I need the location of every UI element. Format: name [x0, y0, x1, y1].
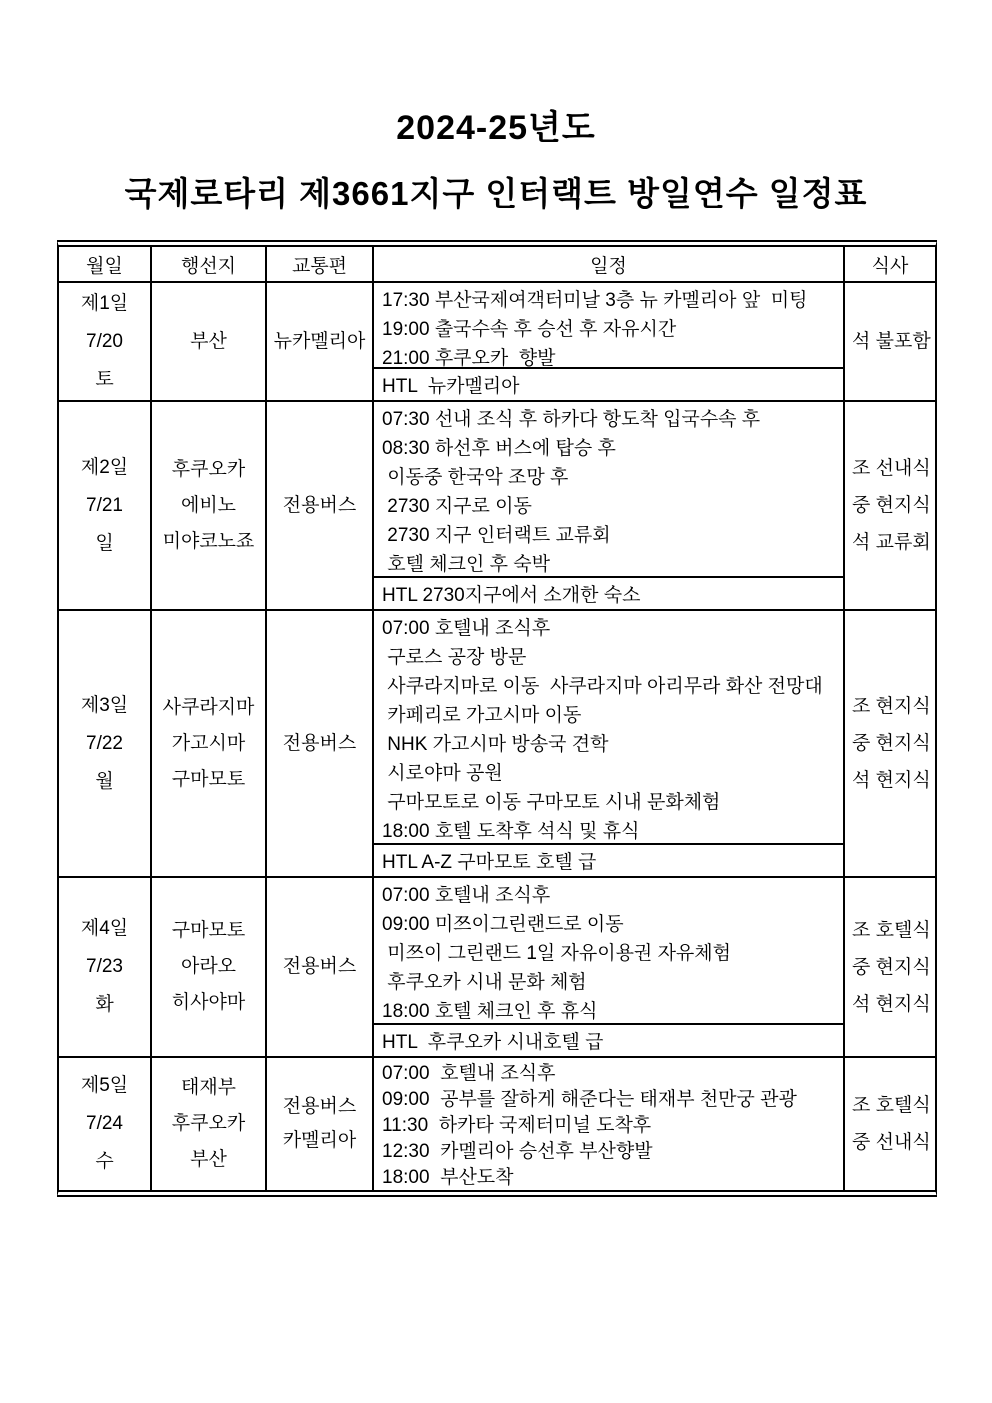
meal-line: 석 현지식 — [852, 993, 931, 1015]
header-meals: 식사 — [871, 255, 909, 277]
destination-line: 부산 — [190, 1149, 227, 1170]
table-body — [59, 283, 935, 1190]
meal-line: 조 현지식 — [852, 696, 931, 717]
date-cell — [59, 283, 152, 400]
schedule-line: 07:00 호텔내 조식후 — [382, 1063, 556, 1084]
schedule-cell — [374, 283, 845, 400]
meals-cell — [845, 402, 935, 609]
meal-line: 중 현지식 — [852, 495, 931, 516]
transport-line: 뉴카멜리아 — [273, 330, 366, 352]
date-line: 7/22 — [86, 732, 123, 754]
schedule-line: 08:30 하선후 버스에 탑승 후 — [382, 438, 616, 459]
schedule-lines — [374, 1058, 843, 1190]
table-row — [59, 283, 935, 402]
schedule-cell — [374, 878, 845, 1056]
meals-cell — [845, 283, 935, 400]
transport-cell — [267, 402, 374, 609]
schedule-line: 구마모토로 이동 구마모토 시내 문화체험 — [382, 792, 721, 813]
schedule-line: 2730 지구 인터랙트 교류회 — [382, 525, 611, 546]
destination-line: 히사야마 — [171, 992, 246, 1013]
table-header-row — [59, 247, 935, 283]
destination-line: 가고시마 — [171, 732, 246, 754]
date-line: 제4일 — [80, 918, 129, 939]
document-title-main: 국제로타리 제3661지구 인터랙트 방일연수 일정표 — [124, 175, 868, 212]
date-cell — [59, 878, 152, 1056]
schedule-line: 2730 지구로 이동 — [382, 496, 532, 517]
schedule-cell — [374, 402, 845, 609]
schedule-line: 19:00 출국수속 후 승선 후 자유시간 — [382, 319, 677, 340]
transport-line: 전용버스 — [282, 494, 357, 516]
schedule-line: 미쯔이 그린랜드 1일 자유이용권 자유체험 — [382, 943, 731, 964]
date-line: 제3일 — [80, 694, 129, 716]
hotel-line-cell: HTL 뉴카멜리아 — [374, 367, 843, 400]
schedule-lines — [374, 611, 843, 843]
destination-line: 부산 — [190, 330, 227, 352]
destination-cell — [152, 1058, 267, 1190]
schedule-line: 사쿠라지마로 이동 사쿠라지마 아리무라 화산 전망대 — [382, 676, 823, 697]
date-cell — [59, 1058, 152, 1190]
table-row — [59, 611, 935, 878]
table-row — [59, 402, 935, 611]
destination-line: 후쿠오카 — [171, 1113, 246, 1134]
transport-line: 전용버스 — [282, 732, 357, 754]
date-cell — [59, 402, 152, 609]
meal-line: 중 현지식 — [852, 733, 931, 754]
schedule-line: 이동중 한국악 조망 후 — [382, 467, 569, 488]
destination-cell — [152, 402, 267, 609]
transport-line: 전용버스 — [282, 956, 357, 977]
meal-line: 조 선내식 — [852, 458, 931, 479]
hotel-line-cell: HTL A-Z 구마모토 호텔 급 — [374, 843, 843, 876]
schedule-line: 12:30 카멜리아 승선후 부산향발 — [382, 1141, 653, 1162]
schedule-cell — [374, 611, 845, 876]
destination-cell — [152, 878, 267, 1056]
destination-cell — [152, 283, 267, 400]
meal-line: 조 호텔식 — [852, 919, 931, 941]
date-line: 월 — [95, 770, 114, 792]
hotel-line-cell: HTL 후쿠오카 시내호텔 급 — [374, 1023, 843, 1056]
date-line: 7/20 — [86, 330, 123, 352]
schedule-lines — [374, 283, 843, 367]
schedule-cell — [374, 1058, 845, 1190]
destination-line: 아라오 — [180, 956, 237, 977]
header-schedule: 일정 — [374, 247, 845, 281]
schedule-line: 후쿠오카 시내 문화 체험 — [382, 972, 587, 993]
transport-cell — [267, 1058, 374, 1190]
destination-line: 에비노 — [180, 494, 237, 516]
schedule-line: 호텔 체크인 후 숙박 — [382, 554, 550, 575]
header-transport: 교통편 — [267, 247, 374, 281]
schedule-line: 09:00 공부를 잘하게 해준다는 태재부 천만궁 관광 — [382, 1089, 797, 1110]
transport-cell — [267, 283, 374, 400]
transport-cell — [267, 878, 374, 1056]
date-cell — [59, 611, 152, 876]
destination-line: 태재부 — [180, 1077, 237, 1098]
meal-line: 중 현지식 — [852, 956, 931, 978]
destination-line: 구마모토 — [171, 768, 246, 790]
date-line: 화 — [95, 994, 114, 1015]
schedule-line: 09:00 미쯔이그린랜드로 이동 — [382, 914, 624, 935]
date-line: 제1일 — [80, 292, 129, 314]
date-line: 토 — [95, 368, 114, 390]
meals-cell — [845, 1058, 935, 1190]
date-line: 7/21 — [86, 494, 123, 516]
meal-line: 중 선내식 — [852, 1132, 931, 1153]
table-row — [59, 878, 935, 1058]
meals-cell — [845, 878, 935, 1056]
hotel-line-cell: HTL 2730지구에서 소개한 숙소 — [374, 576, 843, 609]
meal-line: 석 현지식 — [852, 770, 931, 791]
date-line: 수 — [95, 1151, 114, 1172]
schedule-line: 07:30 선내 조식 후 하카다 항도착 입국수속 후 — [382, 409, 761, 430]
itinerary-table — [57, 240, 937, 1197]
date-line: 제2일 — [80, 456, 129, 478]
destination-line: 미야코노죠 — [162, 530, 255, 552]
date-line: 7/24 — [86, 1113, 123, 1134]
schedule-line: NHK 가고시마 방송국 견학 — [382, 734, 609, 755]
schedule-line: 17:30 부산국제여객터미날 3층 뉴 카멜리아 앞 미팅 — [382, 290, 808, 311]
schedule-line: 시로야마 공원 — [382, 763, 503, 784]
schedule-line: 21:00 후쿠오카 향발 — [382, 348, 556, 367]
date-line: 7/23 — [86, 956, 123, 977]
destination-line: 사쿠라지마 — [162, 696, 255, 718]
schedule-line: 구로스 공장 방문 — [382, 647, 527, 668]
table-row — [59, 1058, 935, 1190]
schedule-lines — [374, 402, 843, 576]
schedule-line: 11:30 하카타 국제터미널 도착후 — [382, 1115, 652, 1136]
transport-line: 카멜리아 — [282, 1130, 357, 1151]
header-destination: 행선지 — [152, 247, 267, 281]
destination-line: 후쿠오카 — [171, 458, 246, 480]
destination-line: 구마모토 — [171, 920, 246, 941]
document-title-year: 2024-25년도 — [396, 109, 596, 147]
meal-line: 석 불포함 — [852, 331, 931, 352]
meals-cell — [845, 611, 935, 876]
meal-line: 조 호텔식 — [852, 1095, 931, 1116]
schedule-line: 07:00 호텔내 조식후 — [382, 618, 551, 639]
schedule-line: 18:00 부산도착 — [382, 1167, 514, 1188]
schedule-lines — [374, 878, 843, 1023]
transport-line: 전용버스 — [282, 1096, 357, 1117]
schedule-line: 18:00 호텔 도착후 석식 및 휴식 — [382, 821, 640, 842]
schedule-line: 18:00 호텔 체크인 후 휴식 — [382, 1001, 598, 1022]
transport-cell — [267, 611, 374, 876]
schedule-line: 07:00 호텔내 조식후 — [382, 885, 551, 906]
date-line: 제5일 — [80, 1075, 129, 1096]
destination-cell — [152, 611, 267, 876]
header-date: 월일 — [59, 247, 152, 281]
title-block — [0, 0, 992, 215]
schedule-line: 카페리로 가고시마 이동 — [382, 705, 582, 726]
date-line: 일 — [95, 532, 114, 554]
meal-line: 석 교류회 — [852, 532, 931, 553]
